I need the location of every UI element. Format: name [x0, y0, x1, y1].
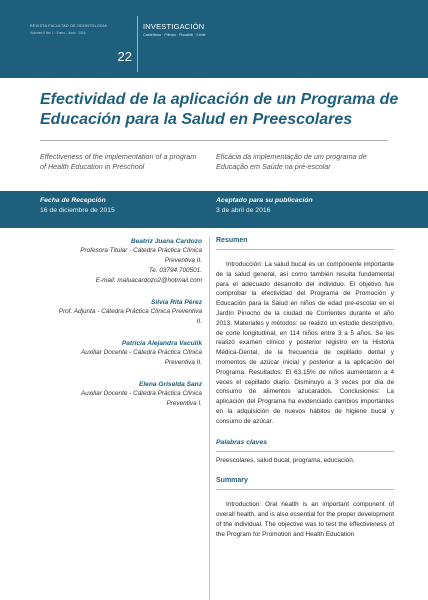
- author-email: E-mail: maluacardozo2@hotmail.com: [95, 277, 202, 284]
- author-affiliation: Preventiva I.: [166, 400, 202, 407]
- issue-number: 22: [117, 49, 132, 64]
- journal-header: [0, 0, 428, 78]
- author-affiliation: II.: [196, 318, 202, 325]
- received-date: [40, 197, 115, 214]
- title-divider: [40, 140, 388, 141]
- author-phone: Te. 03794.700501.: [148, 267, 202, 274]
- author-affiliation: Preventiva II.: [164, 359, 202, 366]
- author-name: Beatriz Juana Cardozo: [130, 238, 202, 245]
- accepted-label: Aceptado para su publicación: [216, 197, 313, 204]
- section-info: [143, 22, 206, 37]
- received-value: 16 de diciembre de 2015: [40, 207, 115, 214]
- keywords-heading: Palabras claves: [216, 438, 268, 446]
- language-list: Castellano · Pilman · Rosalidi · Smile: [143, 33, 206, 37]
- author-list: [30, 237, 202, 421]
- header-divider: [137, 16, 138, 72]
- keywords-text: Preescolares, salud bucal, programa, educación.: [216, 456, 355, 464]
- author-affiliation: Auxiliar Docente - Cátedra Práctica Clínica: [80, 349, 202, 356]
- article-title: Efectividad de la aplicación de un Programa de Educación para la Salud en Preescolares: [40, 91, 399, 128]
- author-entry: [30, 339, 202, 368]
- abstract-column: [216, 237, 394, 540]
- author-affiliation: Auxiliar Docente - Cátedra Práctica Clínica: [80, 390, 202, 397]
- author-affiliation: Preventiva II.: [164, 257, 202, 264]
- author-name: Silvia Rita Pérez: [151, 299, 202, 306]
- resumen-text: Introducción: La salud bucal es un componente importante de la salud general, así como también resulta fundamental para el adecuado desarrollo del individuo. El objetivo fue comprobar la efectividad del Programa de Promoción y Educación para la Salud en niños de edad pre-escolar en el Jardín Pinocho de la ciudad de Corrientes durante el año 2013. Materiales y métodos: se realizó un estudio descriptivo, de corte longitudinal, en 114 niños entre 3 a 5 años. Se les realizó examen clínico y posterior registro en la Historia Médica-Dental, de la frecuencia de cepillado dental y momentos de azúcar inicial y posterior a la aplicación del Programa. Resultados: El 63,15% de niños aumentaron a 4 veces el cepillado diario. Disminuyo a 3 veces por día de consumo de alimentos azucarados. Conclusiones: La aplicación del Programa ha evidenciado cambios importantes en la adquisición de nuevos hábitos de higiene bucal y consumo de azúcar.: [216, 261, 394, 425]
- author-entry: [30, 298, 202, 327]
- author-name: Elena Griselda Sanz: [138, 381, 202, 388]
- title-english: Effectiveness of the implementation of a program of Health Education in Preschool: [40, 152, 197, 171]
- title-portuguese: Eficácia da implementação de um programa de Educação em Saúde na pré-escolar: [216, 152, 367, 171]
- summary-text: Introduction: Oral health is an important component of overall health, and is also essential for the proper development of the individual. The objective was to test the effectiveness of the Program for Promotion and Health Education: [216, 501, 394, 538]
- section-label: INVESTIGACIÓN: [143, 22, 205, 31]
- author-entry: [30, 237, 202, 286]
- author-affiliation: Profesora Titular - Cátedra Práctica Clínica: [80, 247, 202, 254]
- accepted-date: [216, 197, 313, 214]
- summary-rule: [216, 489, 394, 490]
- resumen-heading: Resumen: [216, 237, 248, 244]
- author-affiliation: Prof. Adjunta - Cátedra Práctica Clínica Preventiva: [58, 308, 202, 315]
- volume-info: Volumen 9 Nro 1 · Enero - Junio · 2016: [30, 31, 86, 35]
- resumen-rule: [216, 249, 394, 250]
- keywords-rule: [216, 451, 394, 452]
- author-name: Patricia Alejandra Vaculik: [121, 340, 202, 347]
- journal-info: [30, 24, 134, 35]
- accepted-value: 3 de abril de 2016: [216, 207, 271, 214]
- author-entry: [30, 380, 202, 409]
- journal-name: REVISTA FACULTAD DE ODONTOLOGÍA: [30, 24, 108, 28]
- summary-heading: Summary: [216, 477, 248, 485]
- received-label: Fecha de Recepción: [40, 197, 106, 204]
- column-divider: [209, 237, 210, 600]
